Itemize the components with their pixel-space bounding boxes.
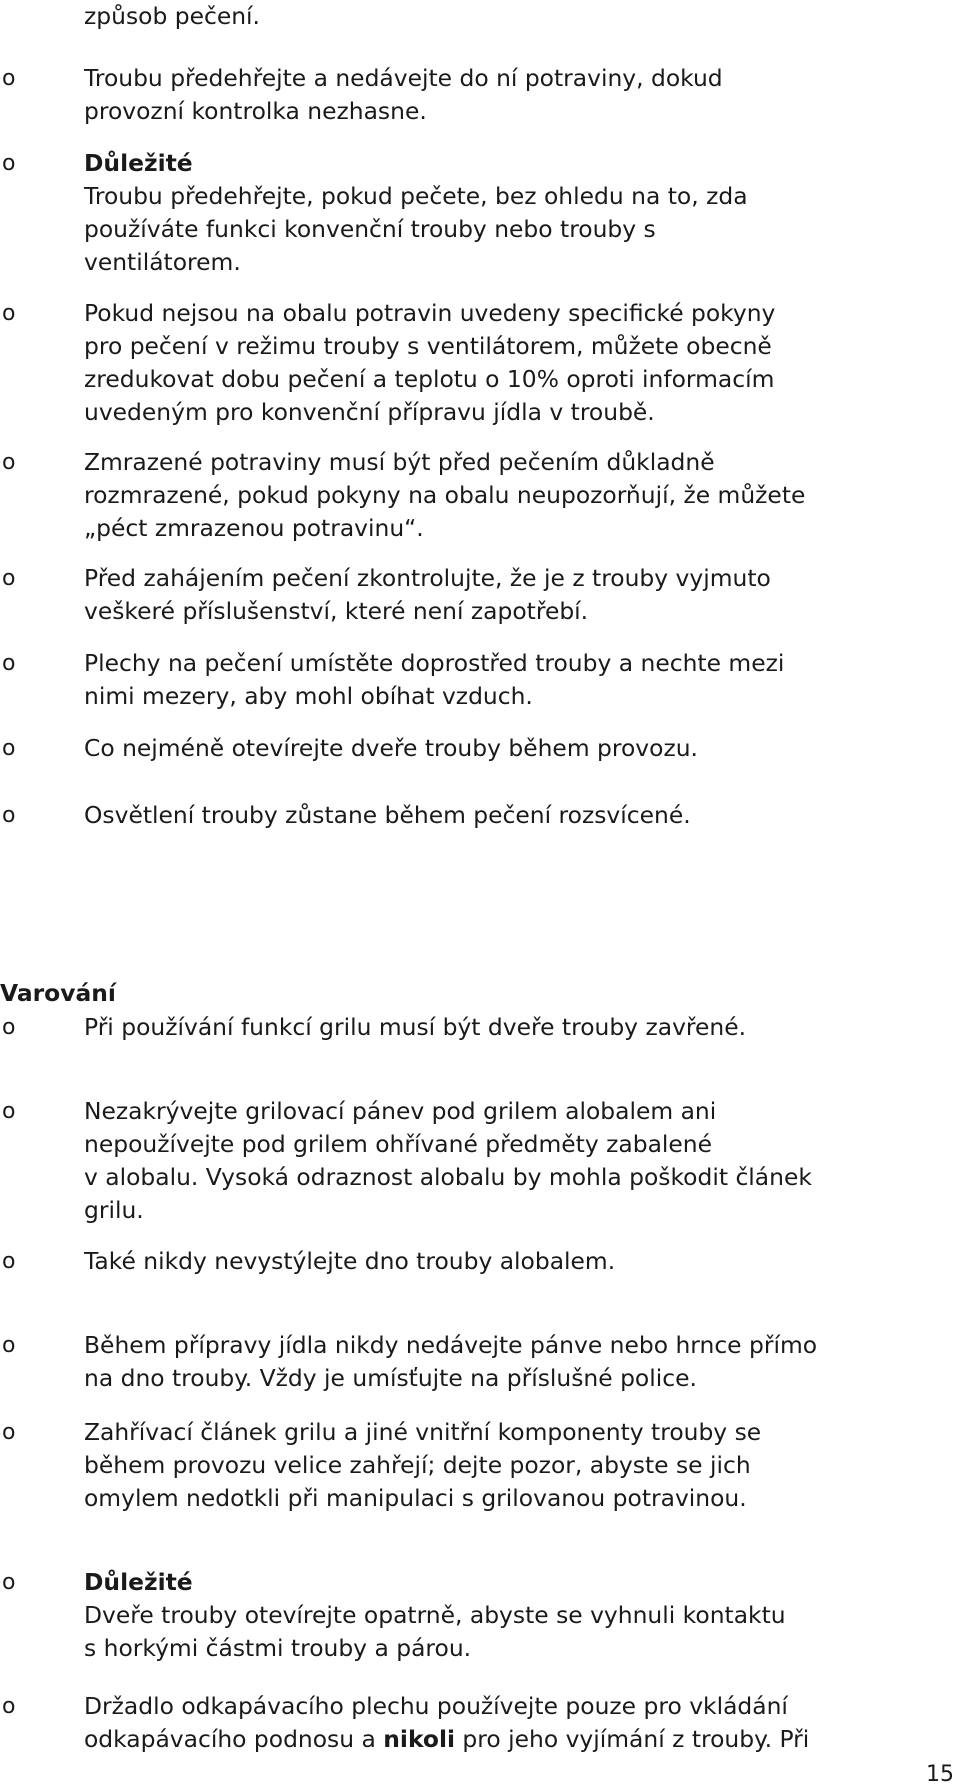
text-line: Dveře trouby otevírejte opatrně, abyste se vyhnuli kontaktu: [84, 1601, 786, 1629]
text-segment: odkapávacího podnosu a: [84, 1725, 384, 1753]
bullet-marker: o: [2, 1694, 16, 1719]
text-line: Pokud nejsou na obalu potravin uvedeny specifické pokyny: [84, 299, 776, 327]
list-item-text: [84, 1011, 960, 1044]
list-item-text: [84, 62, 960, 128]
text-line: ventilátorem.: [84, 248, 241, 276]
bullet-marker: o: [2, 151, 16, 176]
text-line: Při používání funkcí grilu musí být dveře trouby zavřené.: [84, 1013, 747, 1041]
bullet-marker: o: [2, 803, 16, 828]
bullet-marker: o: [2, 301, 16, 326]
text-line: „péct zmrazenou potravinu“.: [84, 514, 424, 542]
bullet-marker: o: [2, 66, 16, 91]
list-item-text: [84, 562, 960, 628]
list-item-text: [84, 647, 960, 713]
text-line: používáte funkci konvenční trouby nebo trouby s: [84, 215, 656, 243]
text-line: Držadlo odkapávacího plechu používejte pouze pro vkládání: [84, 1692, 788, 1720]
text-line: zredukovat dobu pečení a teplotu o 10% oproti informacím: [84, 365, 775, 393]
list-item-text: [84, 446, 960, 545]
text-line: Osvětlení trouby zůstane během pečení rozsvícené.: [84, 801, 691, 829]
list-item-text: [84, 799, 960, 832]
bold-text-segment: nikoli: [383, 1725, 455, 1753]
text-line: Co nejméně otevírejte dveře trouby během provozu.: [84, 734, 698, 762]
text-line: Nezakrývejte grilovací pánev pod grilem alobalem ani: [84, 1097, 717, 1125]
section-heading-warning: Varování: [0, 979, 116, 1007]
bullet-marker: o: [2, 450, 16, 475]
list-item-text: [84, 1416, 960, 1515]
text-line: během provozu velice zahřejí; dejte pozor, abyste se jich: [84, 1451, 751, 1479]
text-segment: pro jeho vyjímání z trouby. Při: [454, 1725, 810, 1753]
bullet-marker: o: [2, 651, 16, 676]
list-item-text: [84, 732, 960, 765]
continued-text: způsob pečení.: [84, 2, 260, 30]
text-line: Zmrazené potraviny musí být před pečením důkladně: [84, 448, 715, 476]
important-label: Důležité: [84, 1568, 193, 1596]
text-line: Zahřívací článek grilu a jiné vnitřní komponenty trouby se: [84, 1418, 762, 1446]
list-item-text: [84, 297, 960, 429]
bullet-marker: o: [2, 1015, 16, 1040]
text-line: [84, 1723, 960, 1756]
list-item-text: [84, 147, 960, 279]
bullet-marker: o: [2, 566, 16, 591]
text-line: Troubu předehřejte a nedávejte do ní potraviny, dokud: [84, 64, 723, 92]
text-line: nimi mezery, aby mohl obíhat vzduch.: [84, 682, 533, 710]
bullet-marker: o: [2, 1333, 16, 1358]
list-item-text: [84, 1690, 960, 1756]
important-label: Důležité: [84, 149, 193, 177]
text-line: Troubu předehřejte, pokud pečete, bez ohledu na to, zda: [84, 182, 748, 210]
list-item-text: [84, 1245, 960, 1278]
text-line: pro pečení v režimu trouby s ventilátorem, můžete obecně: [84, 332, 772, 360]
text-line: v alobalu. Vysoká odraznost alobalu by mohla poškodit článek: [84, 1163, 812, 1191]
bullet-marker: o: [2, 1249, 16, 1274]
text-line: omylem nedotkli při manipulaci s grilovanou potravinou.: [84, 1484, 747, 1512]
text-line: veškeré příslušenství, které není zapotřebí.: [84, 597, 589, 625]
text-line: Také nikdy nevystýlejte dno trouby alobalem.: [84, 1247, 616, 1275]
text-line: Plechy na pečení umístěte doprostřed trouby a nechte mezi: [84, 649, 785, 677]
list-item-text: [84, 1329, 960, 1395]
bullet-marker: o: [2, 736, 16, 761]
list-item-text: [84, 1095, 960, 1227]
text-line: s horkými částmi trouby a párou.: [84, 1634, 472, 1662]
bullet-marker: o: [2, 1099, 16, 1124]
text-line: na dno trouby. Vždy je umísťujte na příslušné police.: [84, 1364, 697, 1392]
bullet-marker: o: [2, 1420, 16, 1445]
text-line: uvedeným pro konvenční přípravu jídla v troubě.: [84, 398, 655, 426]
text-line: nepoužívejte pod grilem ohřívané předměty zabalené: [84, 1130, 713, 1158]
text-line: provozní kontrolka nezhasne.: [84, 97, 427, 125]
text-line: rozmrazené, pokud pokyny na obalu neupozorňují, že můžete: [84, 481, 806, 509]
page-number: 15: [926, 1762, 954, 1787]
text-line: Před zahájením pečení zkontrolujte, že je z trouby vyjmuto: [84, 564, 771, 592]
bullet-marker: o: [2, 1570, 16, 1595]
list-item-text: [84, 1566, 960, 1665]
text-line: Během přípravy jídla nikdy nedávejte pánve nebo hrnce přímo: [84, 1331, 818, 1359]
text-line: grilu.: [84, 1196, 144, 1224]
